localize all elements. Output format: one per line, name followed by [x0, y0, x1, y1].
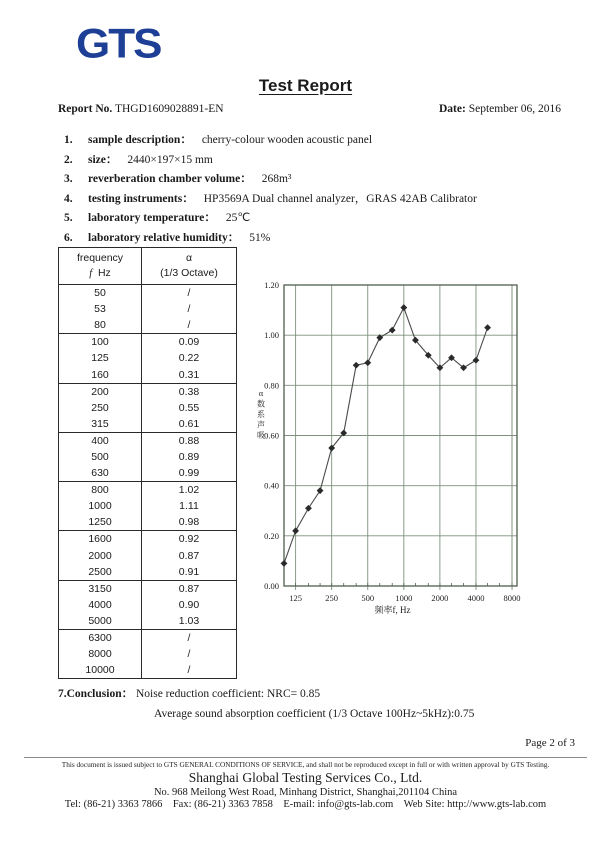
- table-row: [59, 432, 237, 449]
- table-cell: 3150: [59, 580, 142, 597]
- report-number: Report No. THGD1609028891-EN: [58, 103, 224, 115]
- table-row: [59, 514, 237, 531]
- table-cell: 53: [94, 303, 106, 316]
- report-date: Date: September 06, 2016: [438, 103, 561, 115]
- table-cell: 0.55: [142, 400, 237, 416]
- data-point-marker: [305, 505, 312, 512]
- table-row: [59, 366, 237, 383]
- footer: [0, 760, 611, 810]
- data-point-marker: [281, 560, 288, 567]
- item-number: 3.: [64, 173, 73, 185]
- table-cell: 0.92: [142, 531, 237, 548]
- table-cell: 80: [94, 319, 106, 332]
- table-cell: 0.22: [142, 350, 237, 366]
- table-row: [59, 580, 237, 597]
- table-row: [59, 416, 237, 433]
- y-tick-label: 1.20: [264, 280, 279, 290]
- item-label: testing instruments：: [88, 192, 194, 205]
- table-row: [59, 613, 237, 630]
- table-cell: 1.03: [142, 613, 237, 630]
- table-row: [59, 350, 237, 366]
- footer-company: Shanghai Global Testing Services Co., Ltd.: [188, 770, 423, 785]
- table-row: [59, 646, 237, 662]
- footer-divider: [24, 757, 587, 758]
- table-cell: 0.38: [142, 383, 237, 400]
- table-cell: 0.61: [142, 416, 237, 433]
- table-row: [59, 548, 237, 564]
- item-label: reverberation chamber volume：: [88, 173, 252, 185]
- data-point-marker: [292, 527, 299, 534]
- table-row: [59, 629, 237, 646]
- table-cell: 1.11: [142, 498, 237, 514]
- table-cell: 0.99: [142, 465, 237, 482]
- col-header-frequency: frequency f Hz: [59, 248, 142, 285]
- table-row: [59, 564, 237, 581]
- table-row: [59, 449, 237, 465]
- conclusion-section: [58, 684, 474, 724]
- data-point-marker: [484, 324, 491, 331]
- item-value: 25℃: [225, 212, 251, 224]
- item-label: laboratory temperature：: [88, 212, 216, 224]
- table-cell: 0.91: [142, 564, 237, 581]
- absorption-chart-container: [250, 268, 555, 638]
- absorption-table-body: [59, 285, 237, 679]
- table-row: [59, 301, 237, 317]
- sample-info-item: [64, 229, 477, 249]
- table-cell: /: [142, 301, 237, 317]
- y-tick-label: 0.00: [264, 581, 279, 591]
- item-number: 2.: [64, 153, 73, 166]
- table-cell: 0.09: [142, 334, 237, 351]
- table-cell: 125: [91, 352, 109, 365]
- page-number: Page 2 of 3: [525, 737, 575, 749]
- y-tick-label: 1.00: [264, 330, 279, 341]
- y-tick-label: 0.60: [264, 430, 279, 441]
- table-cell: /: [142, 317, 237, 334]
- sample-info-item: [64, 170, 477, 190]
- table-row: [59, 400, 237, 416]
- data-point-marker: [317, 487, 324, 494]
- table-cell: 0.88: [142, 432, 237, 449]
- col-header-alpha: α (1/3 Octave): [142, 248, 237, 285]
- conclusion-line1: 7.Conclusion： Noise reduction coefficient: NRC= 0.85: [58, 688, 321, 700]
- data-point-marker: [389, 327, 396, 334]
- item-value: 268m³: [261, 173, 292, 185]
- table-cell: 50: [94, 287, 106, 300]
- y-axis-label-char: 数: [257, 399, 265, 409]
- y-tick-label: 0.80: [264, 380, 279, 391]
- conclusion-line2: Average sound absorption coefficient (1/3 Octave 100Hz~5kHz):0.75: [154, 708, 475, 720]
- sample-info-item: [64, 131, 477, 151]
- item-value: cherry-colour wooden acoustic panel: [201, 134, 373, 146]
- table-row: [59, 465, 237, 482]
- item-number: 4.: [64, 192, 73, 205]
- table-row: [59, 383, 237, 400]
- table-cell: 0.31: [142, 366, 237, 383]
- item-label: laboratory relative humidity：: [88, 231, 240, 244]
- table-cell: 400: [59, 432, 142, 449]
- table-cell: 8000: [88, 648, 112, 661]
- table-cell: /: [142, 662, 237, 679]
- table-cell: 5000: [88, 614, 112, 627]
- item-number: 1.: [64, 134, 73, 146]
- table-row: [59, 662, 237, 679]
- y-axis-label-char: 声: [257, 420, 265, 430]
- y-axis-label-char: α: [258, 389, 264, 398]
- item-number: 6.: [64, 231, 73, 244]
- table-cell: /: [142, 646, 237, 662]
- x-tick-label: 2000: [431, 593, 449, 603]
- table-cell: 1000: [88, 500, 112, 513]
- table-cell: 2500: [88, 565, 112, 578]
- x-tick-label: 500: [361, 593, 375, 603]
- table-cell: 1.02: [142, 482, 237, 499]
- table-cell: 100: [59, 334, 142, 351]
- data-point-marker: [353, 362, 360, 369]
- x-tick-label: 4000: [467, 593, 485, 603]
- gts-logo: GTS: [76, 20, 161, 67]
- table-cell: 0.98: [142, 514, 237, 531]
- table-cell: 2000: [88, 549, 112, 562]
- x-tick-label: 250: [325, 593, 339, 603]
- item-label: size：: [88, 153, 118, 166]
- item-value: 51%: [249, 231, 271, 244]
- table-row: [59, 597, 237, 613]
- table-row: [59, 285, 237, 302]
- table-cell: 800: [59, 482, 142, 499]
- table-row: [59, 482, 237, 499]
- table-cell: 0.89: [142, 449, 237, 465]
- table-cell: 0.90: [142, 597, 237, 613]
- item-number: 5.: [64, 212, 73, 224]
- table-cell: 200: [59, 383, 142, 400]
- table-cell: 315: [91, 417, 109, 430]
- table-cell: 6300: [59, 629, 142, 646]
- table-cell: 630: [91, 467, 109, 480]
- table-row: [59, 531, 237, 548]
- table-cell: 10000: [85, 664, 115, 677]
- table-cell: 0.87: [142, 548, 237, 564]
- y-tick-label: 0.20: [264, 530, 279, 541]
- report-meta-row: [58, 103, 561, 115]
- table-cell: /: [142, 285, 237, 302]
- footer-contact: Tel: (86-21) 3363 7866 Fax: (86-21) 3363 7858 E-mail: info@gts-lab.com Web Site: http://www.gts-lab.com: [64, 799, 547, 810]
- x-tick-label: 125: [289, 593, 302, 603]
- table-cell: 250: [91, 401, 109, 414]
- y-axis-label-char: 吸: [257, 431, 265, 440]
- item-value: HP3569A Dual channel analyzer，GRAS 42AB Calibrator: [203, 192, 477, 205]
- x-axis-label: 频率f, Hz: [374, 605, 411, 615]
- sample-info-item: [64, 209, 477, 229]
- y-axis-label-char: 系: [257, 410, 265, 419]
- data-point-marker: [364, 359, 371, 366]
- table-cell: 1250: [88, 516, 112, 529]
- item-value: 2440×197×15 mm: [127, 153, 213, 166]
- x-tick-label: 8000: [503, 593, 521, 603]
- page-title: Test Report: [258, 76, 353, 95]
- footer-address: No. 968 Meilong West Road, Minhang District, Shanghai,201104 China: [153, 787, 458, 798]
- absorption-chart: [250, 268, 555, 633]
- table-cell: 500: [91, 450, 109, 463]
- table-row: [59, 317, 237, 334]
- table-cell: 160: [91, 368, 109, 381]
- data-point-marker: [400, 304, 407, 311]
- sample-info-item: [64, 151, 477, 171]
- x-tick-label: 1000: [395, 593, 413, 603]
- table-cell: 4000: [88, 598, 112, 611]
- footer-disclaimer: This document is issued subject to GTS GENERAL CONDITIONS OF SERVICE, and shall not be reproduced except in full or with written approval by GTS Testing.: [61, 760, 550, 769]
- item-label: sample description：: [88, 134, 192, 146]
- sample-info-item: [64, 190, 477, 210]
- y-tick-label: 0.40: [264, 480, 279, 491]
- table-cell: 0.87: [142, 580, 237, 597]
- table-cell: 1600: [59, 531, 142, 548]
- absorption-table: [58, 247, 237, 679]
- table-row: [59, 498, 237, 514]
- table-cell: /: [142, 629, 237, 646]
- data-point-marker: [473, 357, 480, 364]
- sample-info-list: [64, 131, 477, 248]
- table-row: [59, 334, 237, 351]
